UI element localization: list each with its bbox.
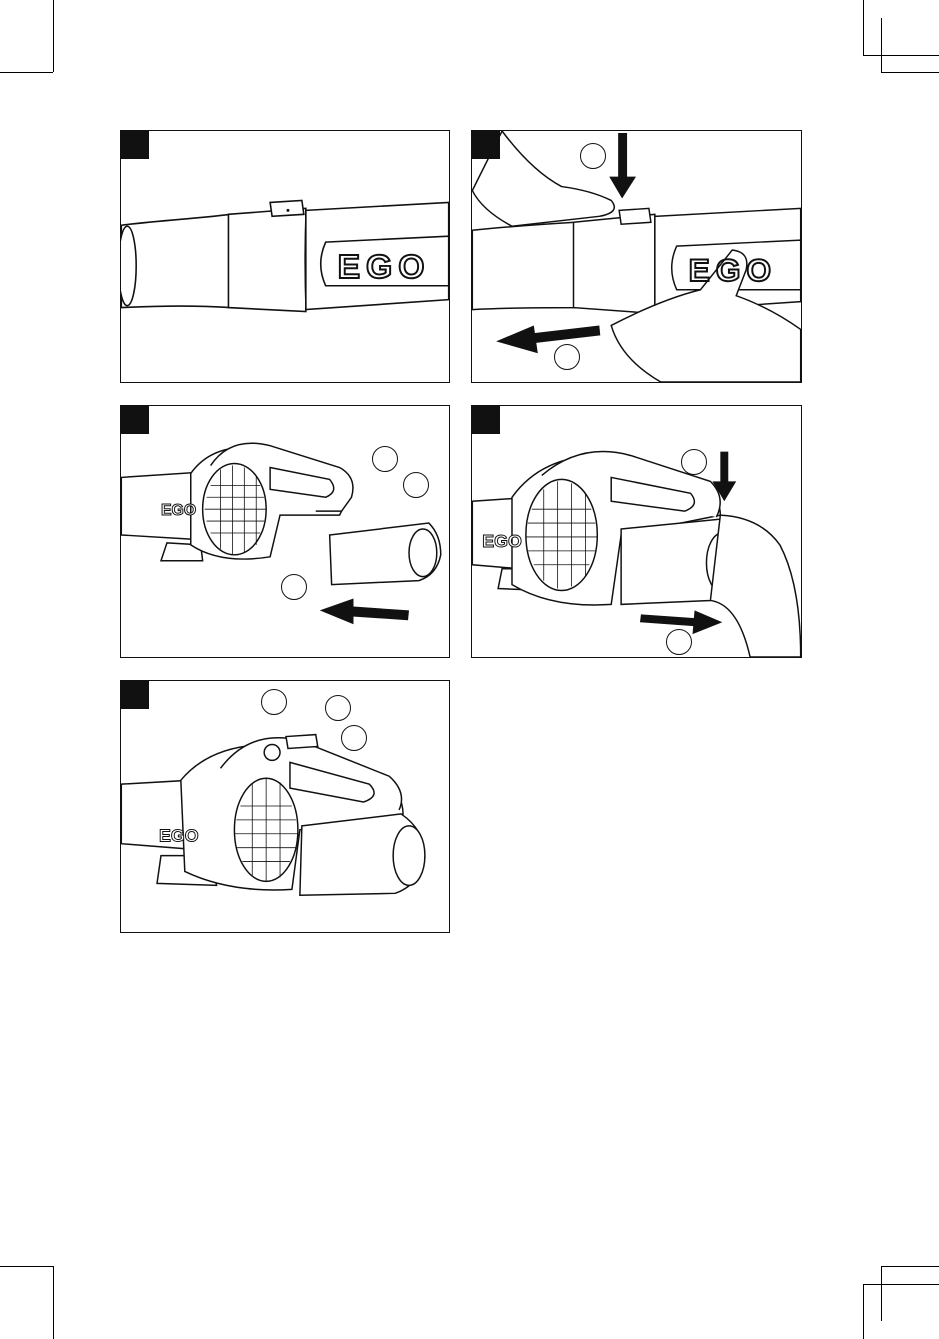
figure-2-panel: [471, 130, 802, 383]
speed-dial: [264, 744, 280, 760]
figure-2-number-tab: [472, 131, 500, 159]
release-latch: [619, 208, 651, 224]
tube-logo: EGO: [688, 251, 777, 288]
tube-logo: EGO: [337, 247, 431, 286]
nozzle-collar: [574, 214, 655, 313]
battery-end-cap: [409, 529, 437, 577]
release-latch: [286, 735, 318, 749]
callout-1: [372, 446, 398, 472]
figure-2-illustration: [472, 131, 801, 382]
figure-3-illustration: [121, 406, 449, 657]
figure-3-panel: [120, 405, 450, 658]
figure-5-panel: [120, 680, 450, 933]
release-latch: [270, 200, 304, 216]
figure-5-illustration: [121, 681, 449, 932]
callout-2: [554, 344, 580, 370]
figure-4-panel: [471, 405, 802, 658]
housing-logo: EGO: [160, 502, 197, 520]
callout-1: [580, 143, 606, 169]
arrow-down-icon: [609, 133, 636, 198]
callout-2: [403, 472, 429, 498]
removing-hand: [710, 515, 800, 657]
callout-3: [281, 574, 307, 600]
nozzle-tip: [121, 214, 230, 307]
nozzle-collar: [228, 208, 305, 311]
figure-4-number-tab: [472, 406, 500, 434]
arrow-left-icon: [496, 325, 600, 353]
figure-4-illustration: [472, 406, 801, 657]
figure-1-illustration: [121, 131, 449, 382]
callout-1: [681, 449, 707, 475]
housing-logo: EGO: [482, 530, 522, 551]
callout-2: [325, 695, 351, 721]
figure-5-number-tab: [121, 681, 149, 709]
callout-3: [341, 725, 367, 751]
callout-1: [261, 689, 287, 715]
callout-2: [666, 629, 692, 655]
figure-1-panel: [120, 130, 450, 383]
figure-3-number-tab: [121, 406, 149, 434]
nozzle-tip: [472, 222, 575, 309]
housing-logo: EGO: [159, 825, 199, 846]
arrow-left-icon: [320, 598, 409, 624]
battery-end-cap: [393, 826, 425, 886]
figure-1-number-tab: [121, 131, 149, 159]
air-intake-grille: [526, 479, 597, 590]
